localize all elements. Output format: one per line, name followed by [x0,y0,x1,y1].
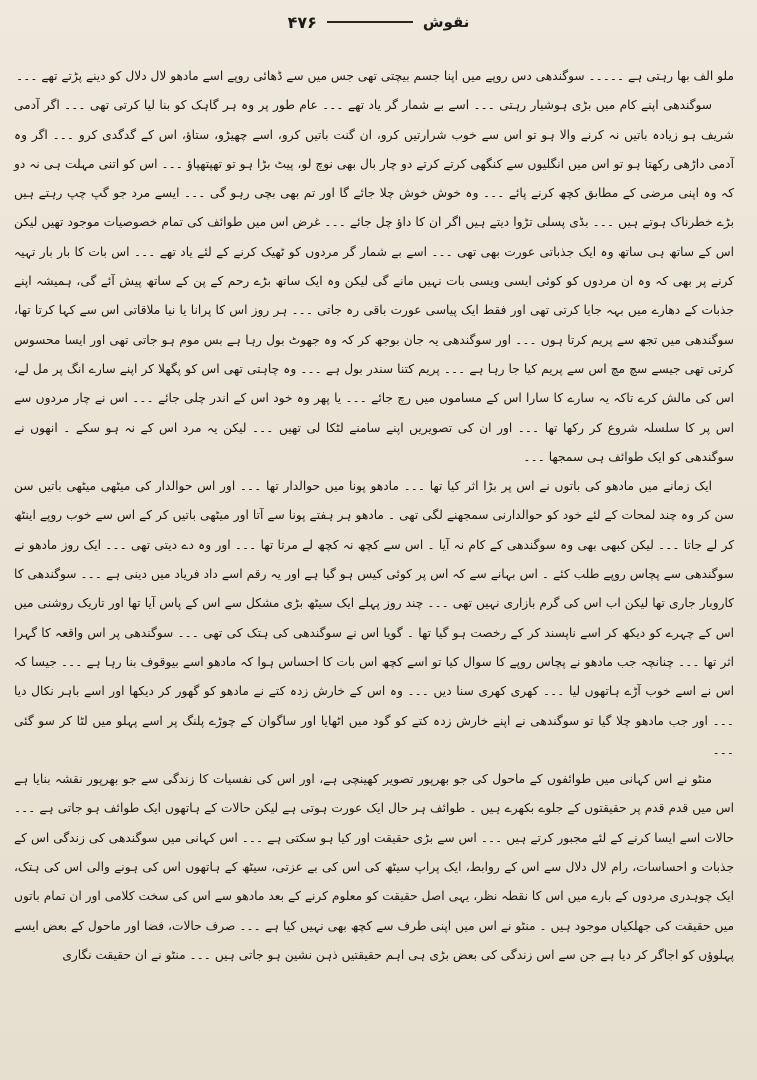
paragraph: سوگندھی اپنے کام میں بڑی ہوشیار رہتی ۔۔۔ اسے بے شمار گر یاد تھے ۔۔۔ عام طور پر وہ ہر گاہک کو بنا لیا کرتی تھی ۔۔۔ اگر آدمی شریف ہو زیادہ باتیں نہ کرنے والا ہو تو اس سے خوب شرارتیں کرو، ان گنت باتیں کرو، اسے چھیڑو، ستاؤ، اس کے گدگدی کرو ۔۔۔ اگر وہ آدمی داڑھی رکھتا ہو تو اس میں انگلیوں سے کنگھی کرتے کرتے دو چار بال بھی نوچ لو، پیٹ بڑا ہو تو تھپتھپاؤ ۔۔۔ اس کو اتنی مہلت ہی نہ دو کہ وہ اپنی مرضی کے مطابق کچھ کرنے پائے ۔۔۔ وہ خوش خوش چلا جائے گا اور تم بھی بچی رہو گی ۔۔۔ ایسے مرد جو گپ چپ رہتے ہیں بڑے خطرناک ہوتے ہیں ۔۔۔ بڈی پسلی تڑوا دیتے ہیں اگر ان کا داؤ چل جائے ۔۔۔ غرض اس میں طوائف کی تمام خصوصیات موجود تھیں لیکن اس کے ساتھ ہی ساتھ وہ ایک جذباتی عورت بھی تھی ۔۔۔ اسے بے شمار گر مردوں کو ٹھیک کرنے کے لئے یاد تھے ۔۔۔ اس بات کا بار بار تہیہ کرنے پر بھی کہ وہ ان مردوں کو کوئی ایسی ویسی بات نہیں مانے گی لیکن وہ ایک ساتھ بڑے رحم کے پن کے ساتھ پیش آئے گی، ہمیشہ اپنے جذبات کے دھارے میں بہہ جایا کرتی تھی اور فقط ایک پیاسی عورت باقی رہ جاتی ۔۔۔ ہر روز اس کا پرانا یا نیا ملاقاتی اس سے کہا کرتا تھا، سوگندھی میں تجھ سے پریم کرتا ہوں ۔۔۔ اور سوگندھی یہ جان بوجھ کر کہ وہ جھوٹ بول رہا ہے بس موم ہو جاتی تھی اور ایسا محسوس کرتی تھی جیسے سچ مچ اس سے پریم کیا جا رہا ہے ۔۔۔ پریم کتنا سندر بول ہے ۔۔۔ وہ چاہتی تھی اس کو پگھلا کر اپنے سارے انگ پر مل لے، اس کی مالش کرے تاکہ یہ سارے کا سارا اس کے مساموں میں رچ جائے ۔۔۔ یا پھر وہ خود اس کے اندر چلی جائے ۔۔۔ اس نے چار مردوں سے اس پر کا سلسلہ شروع کر رکھا تھا ۔۔۔ اور ان کی تصویریں اپنے سامنے لٹکا لی تھیں ۔۔۔ لیکن یہ مرد اس کے نہ ہو سکے ۔ انھوں نے سوگندھی کو ایک طوائف ہی سمجھا ۔۔۔ [14,98,734,464]
page-header [0,8,757,36]
paragraph: ملو الف بھا رہتی ہے ۔۔۔۔۔ سوگندھی دس روپے میں اپنا جسم بیچتی تھی جس میں سے ڈھائی روپے اسے مادھو لال دلال کو دینے پڑتے تھے ۔۔۔ [16,69,734,83]
paragraph: ایک زمانے میں مادھو کی باتوں نے اس پر بڑا اثر کیا تھا ۔۔۔ مادھو پونا میں حوالدار تھا ۔۔۔ اور اس حوالدار کی میٹھی میٹھی باتیں سن سن کر وہ چند لمحات کے لئے خود کو حوالدارنی سمجھنے لگی تھی ۔ مادھو ہر ہفتے پونا سے آتا اور میٹھی باتیں کر کے اس سے خوب روپے اینٹھ کر لے جاتا ۔۔۔ لیکن کبھی بھی وہ سوگندھی کے کام نہ آیا ۔ اس سے کچھ نہ کچھ لے مرتا تھا ۔۔۔ اور وہ دے دیتی تھی ۔۔۔ ایک روز مادھو نے سوگندھی سے پچاس روپے طلب کئے ۔ اس بہانے سے کہ اس پر کوئی کیس ہو گیا ہے اور یہ رقم اسے داد فریاد میں دینی ہے ۔۔۔ سوگندھی کا کاروبار جاری تھا لیکن اب اس کی گرم بازاری نہیں تھی ۔۔۔ چند روز پہلے ایک سیٹھ بڑی مشکل سے اس کے پاس آیا تھا اور تاریک روشنی میں اس کے چہرے کو دیکھ کر اسے ناپسند کر کے رخصت ہو گیا تھا ۔ گویا اس نے سوگندھی کی ہتک کی تھی ۔۔۔ سوگندھی پر اس واقعہ کا گہرا اثر تھا ۔۔۔ چنانچہ جب مادھو نے پچاس روپے کا سوال کیا تو اسے کچھ اس بات کا احساس ہوا کہ مادھو اسے بیوقوف بنا رہا ہے ۔۔۔ جیسا کہ اس نے اسے خوب آڑے ہاتھوں لیا ۔۔۔ کھری کھری سنا دیں ۔۔۔ وہ اس کے خارش زدہ کتے نے مادھو کو گھور کر دیکھا اور اسے باہر نکال دیا ۔۔۔ اور جب مادھو چلا گیا تو سوگندھی نے اپنے خارش زدہ کتے کو گود میں اٹھایا اور ساگوان کے چوڑے پلنگ پر اسے پہلو میں لٹا کر سو گئی ۔۔۔ [14,479,734,757]
journal-title: نقوش [422,13,470,31]
page-number: ۴۷۶ [287,12,317,32]
header-dash-rule [327,21,413,23]
article-body [14,62,734,1067]
paragraph: منٹو نے اس کہانی میں طوائفوں کے ماحول کی جو بھرپور تصویر کھینچی ہے، اور اس کی نفسیات کا زندگی سے جو بھرپور نقشہ بنایا ہے اس میں قدم قدم پر حقیقتوں کے جلوے بکھرے ہیں ۔ طوائف ہر حال ایک عورت ہوتی ہے لیکن حالات کے ہاتھوں ایک طوائف ہو جاتی ہے ۔۔۔ حالات اسے ایسا کرنے کے لئے مجبور کرتے ہیں ۔۔۔ اس سے بڑی حقیقت اور کیا ہو سکتی ہے ۔۔۔ اس کہانی میں سوگندھی کی زندگی اس کے جذبات و احساسات، رام لال دلال سے اس کے روابط، ایک پراپ سیٹھ کی اس کی بے عزتی، سیٹھ کے ہاتھوں اس کی ہونے والی اس کی ہتک، ایک چوہدری مردوں کے بارے میں اس کا نقطہ نظر، یہی اصل حقیقت کو معلوم کرنے کے بعد مادھو سے اس کی سخت کلامی اور ان تمام باتوں میں حقیقت کی جھلکیاں موجود ہیں ۔ منٹو نے اس میں اپنی طرف سے کچھ بھی نہیں کیا ہے ۔۔۔ صرف حالات، فضا اور ماحول کے بعض ایسے پہلوؤں کو اجاگر کر دیا ہے جن سے اس زندگی کی بعض بڑی ہی اہم حقیقتیں ذہن نشین ہو جاتی ہیں ۔۔۔ منٹو نے ان حقیقت نگاری [14,772,734,962]
